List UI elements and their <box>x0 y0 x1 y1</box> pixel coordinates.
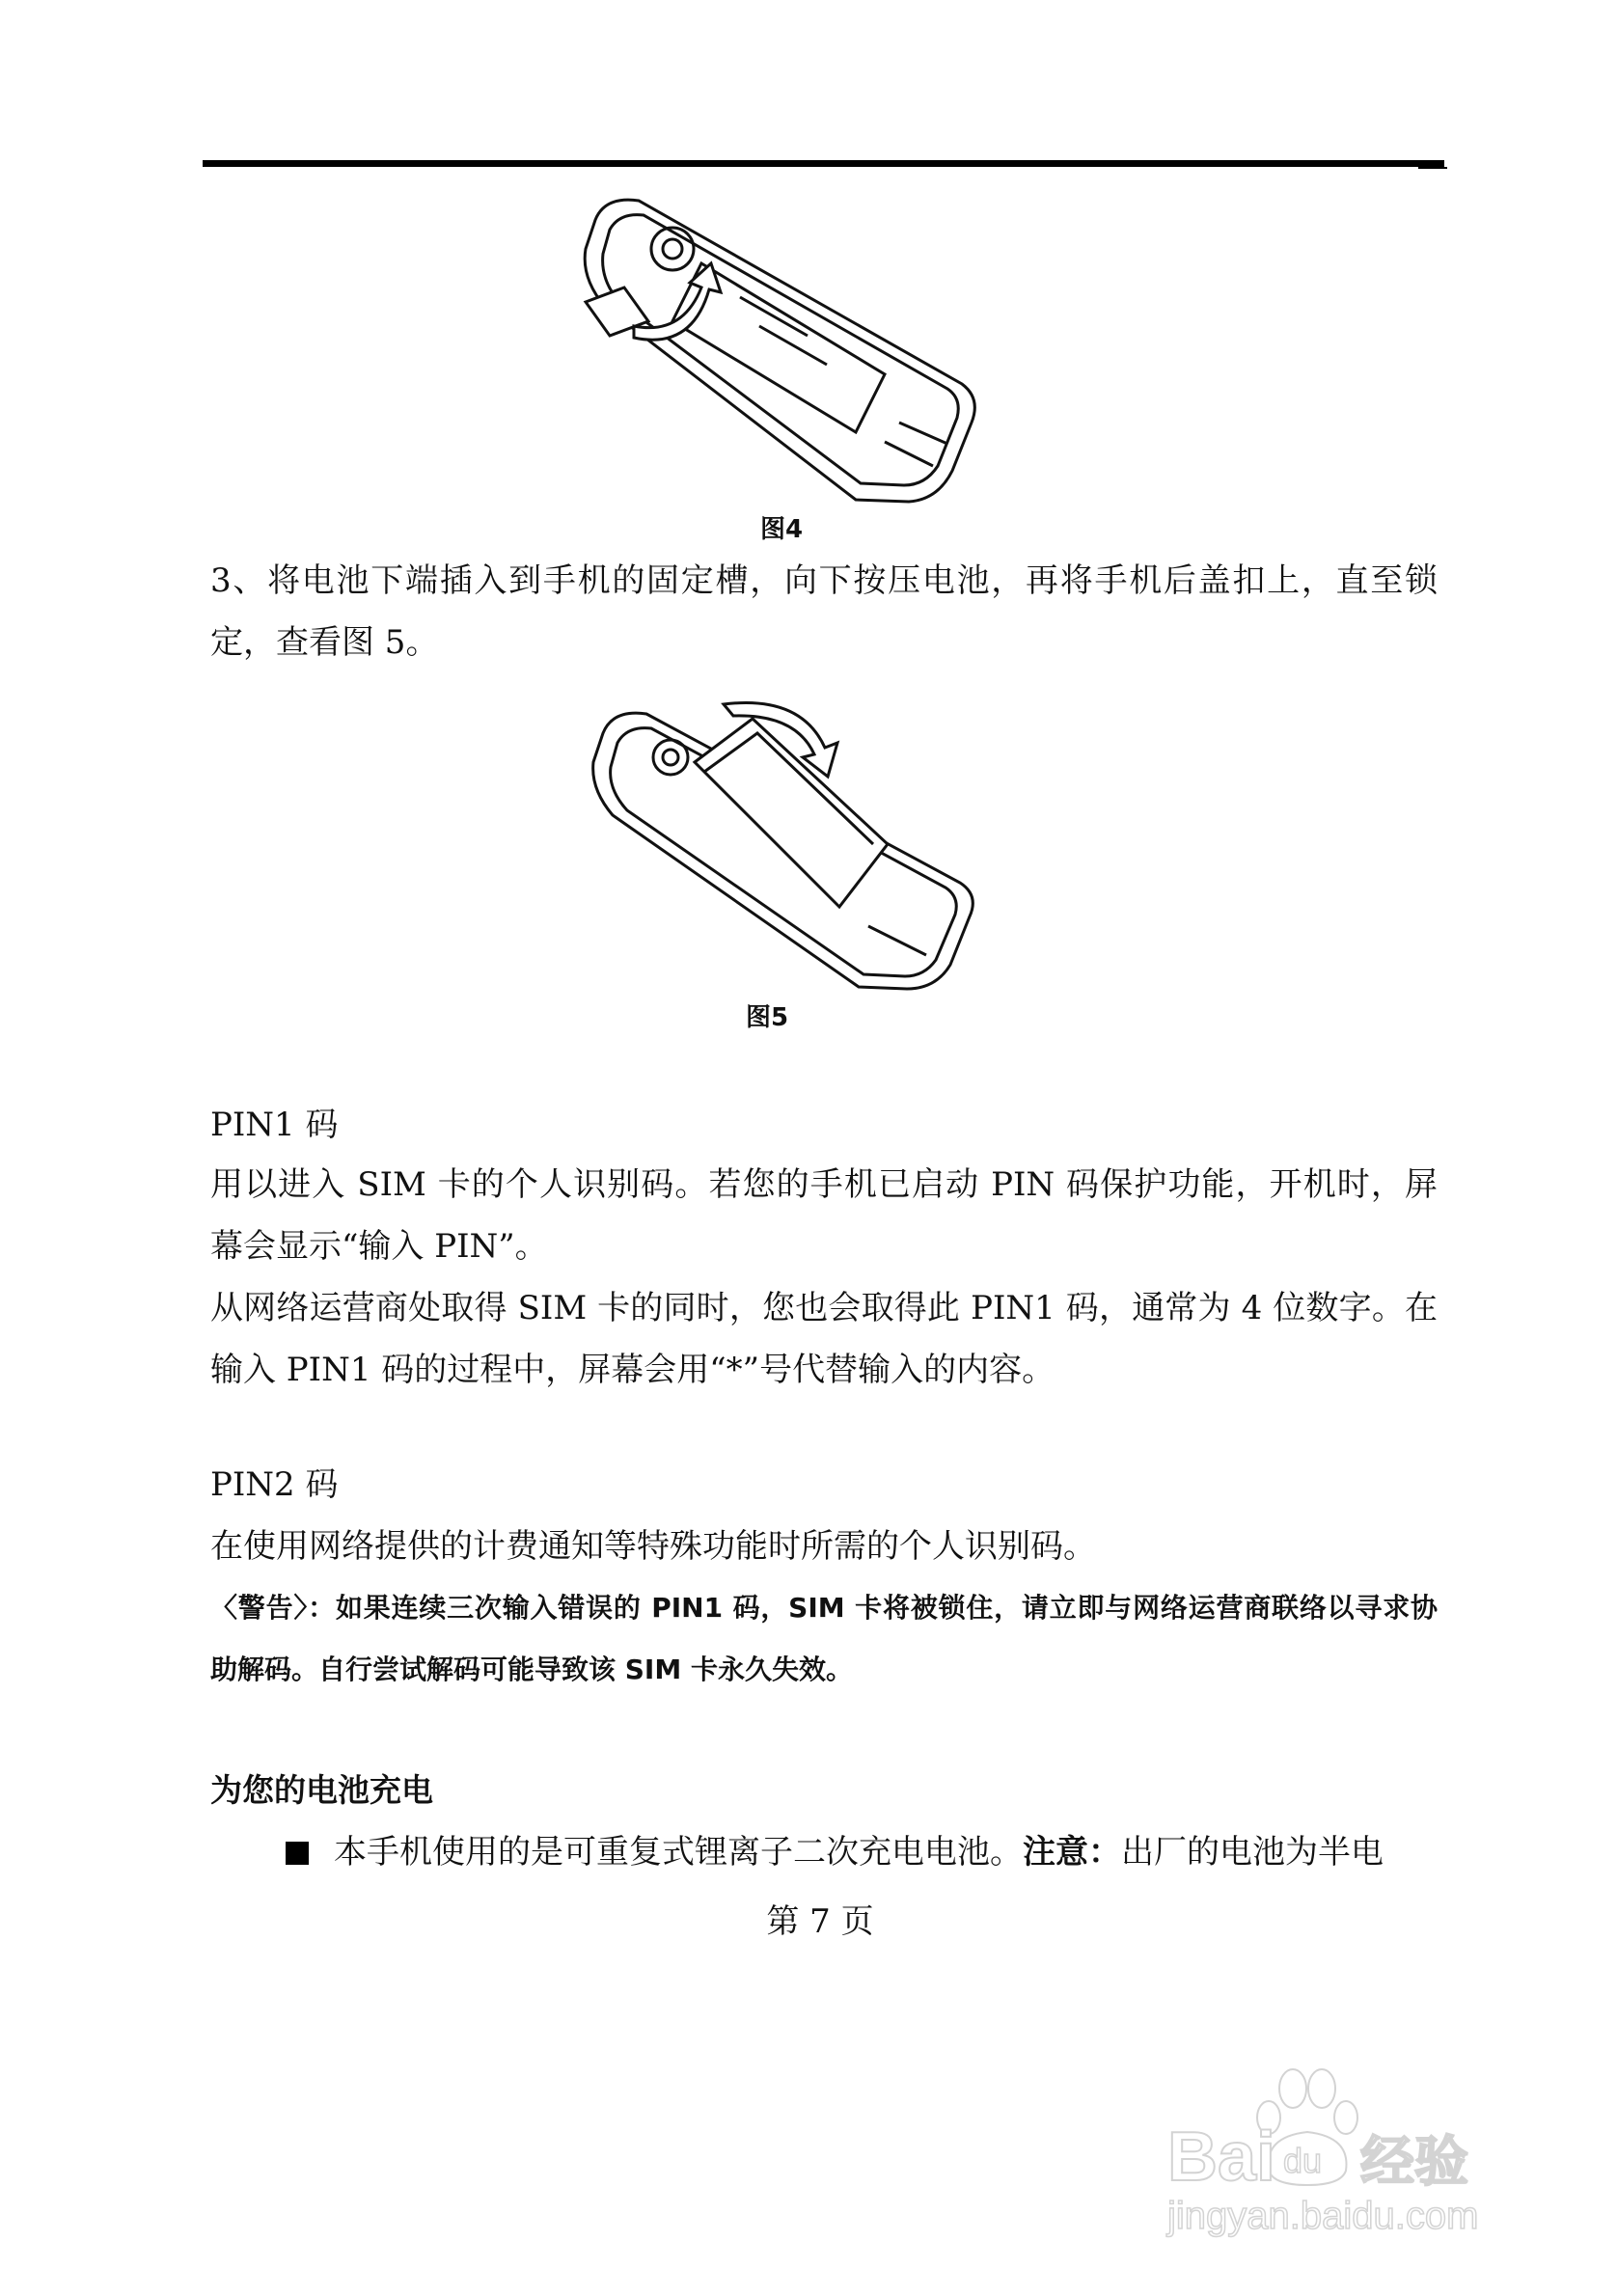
step3-line2: 定，查看图 5。 <box>210 623 439 662</box>
bullet-text: 本手机使用的是可重复式锂离子二次充电电池。 <box>334 1833 1023 1872</box>
svg-text:经验: 经验 <box>1360 2131 1468 2192</box>
header-rule-tail <box>1418 167 1447 169</box>
note-label: 注意： <box>1023 1833 1121 1872</box>
charging-bullet <box>286 1833 1438 1872</box>
figure-5-caption: 图5 <box>745 1003 789 1032</box>
figure-5-phone-battery-insert <box>579 675 984 994</box>
figure-4-caption: 图4 <box>759 515 804 544</box>
pin1-line: 输入 PIN1 码的过程中，屏幕会用“*”号代替输入的内容。 <box>210 1351 1055 1389</box>
pin1-title: PIN1 码 <box>210 1106 339 1144</box>
pin2-warning-line: 〈警告〉：如果连续三次输入错误的 PIN1 码，SIM 卡将被锁住，请立即与网络运营商联络以寻求协 <box>210 1592 1438 1624</box>
pin1-line: 用以进入 SIM 卡的个人识别码。若您的手机已启动 PIN 码保护功能，开机时，屏 <box>210 1165 1438 1204</box>
svg-text:Bai: Bai <box>1167 2118 1276 2196</box>
pin1-line: 幕会显示“输入 PIN”。 <box>210 1227 548 1266</box>
pin2-title: PIN2 码 <box>210 1465 339 1504</box>
pin1-line: 从网络运营商处取得 SIM 卡的同时，您也会取得此 PIN1 码，通常为 4 位数字。在 <box>210 1289 1438 1327</box>
step3-line1: 3、将电池下端插入到手机的固定槽，向下按压电池，再将手机后盖扣上，直至锁 <box>210 561 1438 600</box>
header-rule <box>203 160 1444 167</box>
pin2-line: 在使用网络提供的计费通知等特殊功能时所需的个人识别码。 <box>210 1527 1096 1566</box>
bullet-square-icon <box>286 1842 309 1865</box>
baidu-jingyan-watermark-logo <box>1138 2045 1486 2238</box>
page-number: 第 7 页 <box>766 1902 874 1941</box>
figure-4-phone-sim-insert <box>566 191 991 519</box>
svg-text:jingyan.baidu.com: jingyan.baidu.com <box>1167 2195 1479 2237</box>
charging-heading: 为您的电池充电 <box>210 1771 433 1809</box>
svg-text:du: du <box>1283 2141 1323 2180</box>
pin2-warning-line: 助解码。自行尝试解码可能导致该 SIM 卡永久失效。 <box>210 1654 853 1685</box>
bullet-text-rest: 出厂的电池为半电 <box>1121 1833 1384 1872</box>
